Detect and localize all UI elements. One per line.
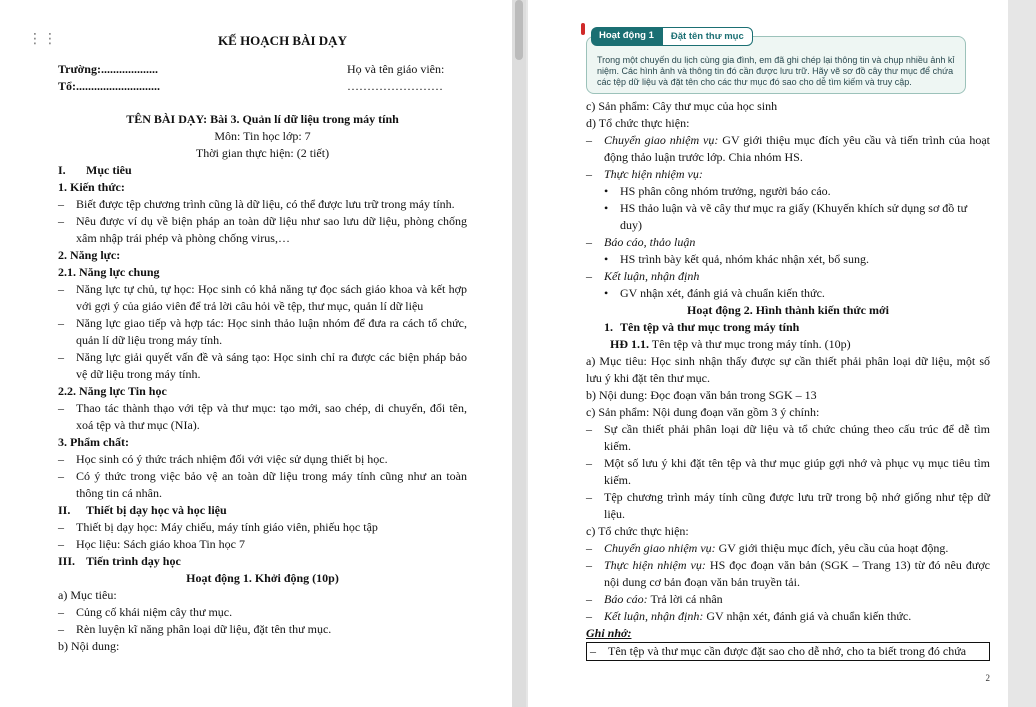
list-item-text: Rèn luyện kĩ năng phân loại dữ liệu, đặt tên thư mục. xyxy=(76,622,332,636)
subheading: 1. Kiến thức: xyxy=(58,180,125,194)
dash-marker: – xyxy=(58,605,64,619)
scrollbar-thumb[interactable] xyxy=(515,0,523,60)
duration-line: Thời gian thực hiện: (2 tiết) xyxy=(195,146,330,160)
activity-subheading-label: HĐ 1.1. xyxy=(610,337,649,351)
list-item xyxy=(58,604,467,621)
list-item-detail: HS đọc đoạn văn bản (SGK – Trang 13) từ đó nêu được nội dung cơ bản đoạn văn bản truyền tải. xyxy=(604,558,991,589)
list-item-text: Tệp chương trình máy tính cũng được lưu trữ trong bộ nhớ giống như tệp dữ liệu. xyxy=(604,490,990,521)
dash-marker: – xyxy=(586,235,592,249)
activity-subheading-text: Tên tệp và thư mục trong máy tính. (10p) xyxy=(649,337,851,351)
list-item-text: Có ý thức trong việc bảo vệ an toàn dữ liệu trong máy tính cũng như an toàn thông tin cá nhân. xyxy=(76,469,467,500)
dash-marker: – xyxy=(586,558,592,572)
list-item-label: Báo cáo: xyxy=(604,592,648,606)
dash-marker: – xyxy=(586,133,592,147)
subsection-heading-text: Tên tệp và thư mục trong máy tính xyxy=(620,320,800,334)
list-item-text: Năng lực tự chủ, tự học: Học sinh có khả năng tự đọc sách giáo khoa và kết hợp với gợi ý của giáo viên để trả lời câu hỏi về tệp, thư mục, quản lí dữ liệu xyxy=(76,282,467,313)
list-item-text: Thiết bị dạy học: Máy chiếu, máy tính giáo viên, phiếu học tập xyxy=(76,520,378,534)
bullet-item xyxy=(586,251,990,268)
page-1 xyxy=(0,0,515,707)
list-item xyxy=(586,132,990,166)
list-item-label: Chuyển giao nhiệm vụ: xyxy=(604,541,716,555)
list-item xyxy=(586,421,990,455)
list-item xyxy=(58,468,467,502)
section-heading-text: Tiến trình dạy học xyxy=(86,554,181,568)
dash-marker: – xyxy=(58,316,64,330)
subheading: 2.1. Năng lực chung xyxy=(58,265,160,279)
list-item xyxy=(586,268,990,285)
list-item xyxy=(58,621,467,638)
bullet-item-text: GV nhận xét, đánh giá và chuẩn kiến thức. xyxy=(620,286,825,300)
list-item-detail: GV nhận xét, đánh giá và chuẩn kiến thức. xyxy=(703,609,912,623)
list-item xyxy=(58,281,467,315)
list-item-text: Thao tác thành thạo với tệp và thư mục: tạo mới, sao chép, di chuyển, đổi tên, xoá tệp và thư mục (NIa). xyxy=(76,401,467,432)
section-number: II. xyxy=(58,503,71,517)
group-field: Tổ:............................ xyxy=(58,79,160,93)
list-item xyxy=(58,400,467,434)
section-number: I. xyxy=(58,163,66,177)
bullet-icon: • xyxy=(604,286,609,300)
section-heading-text: Thiết bị dạy học và học liệu xyxy=(86,503,227,517)
list-item xyxy=(58,536,467,553)
dash-marker: – xyxy=(58,401,64,415)
list-item-text: Báo cáo, thảo luận xyxy=(604,235,696,249)
list-item xyxy=(586,608,990,625)
list-item-text: Một số lưu ý khi đặt tên tệp và thư mục giúp gợi nhớ và phục vụ mục tiêu tìm kiếm. xyxy=(604,456,990,487)
section-heading xyxy=(58,553,467,570)
list-item-text xyxy=(604,608,990,625)
list-item-text: Kết luận, nhận định xyxy=(604,269,700,283)
page-2 xyxy=(528,0,1008,707)
list-item xyxy=(58,213,467,247)
list-item-text: Thực hiện nhiệm vụ: xyxy=(604,167,703,181)
activity-heading: Hoạt động 1. Khởi động (10p) xyxy=(186,571,339,585)
list-item-text: Nêu được ví dụ về biện pháp an toàn dữ liệu như sao lưu dữ liệu, phòng chống xâm nhập trái phép và phòng chống virus,… xyxy=(76,214,467,245)
dash-marker: – xyxy=(58,197,64,211)
paragraph: c) Sản phẩm: Nội dung đoạn văn gồm 3 ý chính: xyxy=(586,405,820,419)
page-number: 2 xyxy=(985,673,990,683)
list-item xyxy=(586,557,990,591)
paragraph: c) Tổ chức thực hiện: xyxy=(586,524,689,538)
document-title: KẾ HOẠCH BÀI DẠY xyxy=(218,33,347,48)
dash-marker: – xyxy=(58,469,64,483)
callout-tab-activity: Hoạt động 1 xyxy=(591,27,662,46)
activity-heading: Hoạt động 2. Hình thành kiến thức mới xyxy=(687,303,889,317)
callout-tabs xyxy=(591,27,753,46)
list-item xyxy=(586,234,990,251)
note-box xyxy=(586,642,990,661)
dash-marker: – xyxy=(58,350,64,364)
list-item-label: Chuyển giao nhiệm vụ: xyxy=(604,133,719,147)
subheading: 3. Phẩm chất: xyxy=(58,435,129,449)
page-2-body xyxy=(586,98,990,661)
bullet-icon: • xyxy=(604,201,609,215)
school-field: Trường:................... xyxy=(58,62,158,76)
list-item-label: Thực hiện nhiệm vụ: xyxy=(604,558,706,572)
dash-marker: – xyxy=(58,214,64,228)
list-item xyxy=(58,196,467,213)
list-item-text: Học sinh có ý thức trách nhiệm đối với việc sử dụng thiết bị học. xyxy=(76,452,388,466)
bullet-icon: • xyxy=(604,252,609,266)
dash-marker: – xyxy=(590,644,596,658)
header-row-2 xyxy=(58,78,467,95)
subheading: 2.2. Năng lực Tin học xyxy=(58,384,167,398)
section-heading xyxy=(58,162,467,179)
section-heading-text: Mục tiêu xyxy=(86,163,132,177)
list-item xyxy=(58,315,467,349)
dash-marker: – xyxy=(586,167,592,181)
list-item xyxy=(58,519,467,536)
list-item-detail: GV giới thiệu mục đích yêu cầu và tiến trình của hoạt động thảo luận trước lớp. Chia nhóm HS. xyxy=(604,133,991,164)
list-item xyxy=(586,591,990,608)
list-item-text: Biết được tệp chương trình cũng là dữ liệu, có thể được lưu trữ trong máy tính. xyxy=(76,197,455,211)
subsection-heading xyxy=(586,319,990,336)
lesson-title: TÊN BÀI DẠY: Bài 3. Quản lí dữ liệu trong máy tính xyxy=(126,112,399,126)
dash-marker: – xyxy=(586,269,592,283)
dash-marker: – xyxy=(58,282,64,296)
bullet-item-text: HS trình bày kết quả, nhóm khác nhận xét, bổ sung. xyxy=(620,252,869,266)
list-item-detail: Trả lời cá nhân xyxy=(647,592,723,606)
dash-marker: – xyxy=(586,541,592,555)
teacher-field: Họ và tên giáo viên: xyxy=(347,62,445,76)
callout-marker-icon xyxy=(581,23,585,35)
dash-marker: – xyxy=(58,452,64,466)
list-item-text: Sự cần thiết phải phân loại dữ liệu và tổ chức chúng theo cấu trúc để dễ tìm kiếm. xyxy=(604,422,990,453)
dash-marker: – xyxy=(586,490,592,504)
list-item xyxy=(586,489,990,523)
dash-marker: – xyxy=(586,456,592,470)
callout-tab-title: Đặt tên thư mục xyxy=(662,27,753,46)
list-item-text: Năng lực giao tiếp và hợp tác: Học sinh thảo luận nhóm để đưa ra cách tổ chức, quản lí dữ liệu trong máy tính. xyxy=(76,316,467,347)
note-box-text: Tên tệp và thư mục cần được đặt sao cho dễ nhớ, cho ta biết trong đó chứa xyxy=(608,644,967,658)
page-gap-scrollbar[interactable] xyxy=(512,0,526,707)
section-number: III. xyxy=(58,554,76,568)
subject-line: Môn: Tin học lớp: 7 xyxy=(214,129,311,143)
list-item-text xyxy=(604,557,990,591)
dash-marker: – xyxy=(58,520,64,534)
paragraph: b) Nội dung: Đọc đoạn văn bản trong SGK – 13 xyxy=(586,388,817,402)
dash-marker: – xyxy=(586,422,592,436)
list-item-text: Củng cố khái niệm cây thư mục. xyxy=(76,605,233,619)
list-item xyxy=(586,166,990,183)
list-item-text xyxy=(604,132,990,166)
drag-handle-icon[interactable]: ⋮⋮ xyxy=(28,31,58,47)
dash-marker: – xyxy=(586,609,592,623)
activity-subheading xyxy=(586,336,990,353)
note-heading: Ghi nhớ: xyxy=(586,626,632,640)
section-heading xyxy=(58,502,467,519)
list-item xyxy=(586,540,990,557)
dash-marker: – xyxy=(586,592,592,606)
bullet-item-text: HS thảo luận và vẽ cây thư mục ra giấy (Khuyến khích sử dụng sơ đồ tư duy) xyxy=(620,201,968,232)
dash-marker: – xyxy=(58,622,64,636)
list-item xyxy=(586,455,990,489)
paragraph: b) Nội dung: xyxy=(58,639,120,653)
callout-text: Trong một chuyến du lịch cùng gia đình, em đã ghi chép lại thông tin và chụp nhiều ảnh kỉ niệm. Các hình ảnh và thông tin đó cần được lưu trữ. Hãy vẽ sơ đồ cây thư mục để chứa các tệp dữ liệu và đặt tên cho các thư mục đó sao cho dễ tìm kiếm và truy cập. xyxy=(597,55,955,87)
bullet-item xyxy=(586,200,990,234)
activity-callout xyxy=(586,30,966,94)
bullet-icon: • xyxy=(604,184,609,198)
teacher-dots: …………………… xyxy=(347,79,443,93)
list-item-text xyxy=(604,591,990,608)
list-item-text: Học liệu: Sách giáo khoa Tin học 7 xyxy=(76,537,245,551)
page-1-body xyxy=(58,162,467,655)
bullet-item xyxy=(586,285,990,302)
list-item-label: Kết luận, nhận định: xyxy=(604,609,704,623)
header-row-1 xyxy=(58,61,467,78)
list-item xyxy=(58,451,467,468)
list-item-text: Năng lực giải quyết vấn đề và sáng tạo: Học sinh chỉ ra được các biện pháp bảo vệ dữ liệu trong máy tính. xyxy=(76,350,467,381)
bullet-item-text: HS phân công nhóm trưởng, người báo cáo. xyxy=(620,184,831,198)
list-item xyxy=(58,349,467,383)
list-item-detail: GV giới thiệu mục đích, yêu cầu của hoạt động. xyxy=(715,541,949,555)
paragraph: a) Mục tiêu: xyxy=(58,588,117,602)
paragraph: a) Mục tiêu: Học sinh nhận thấy được sự cần thiết phải phân loại dữ liệu, một số lưu ý khi đặt tên thư mục. xyxy=(586,354,990,385)
bullet-item xyxy=(586,183,990,200)
list-item-text xyxy=(604,540,990,557)
paragraph: c) Sản phẩm: Cây thư mục của học sinh xyxy=(586,99,778,113)
subheading: 2. Năng lực: xyxy=(58,248,121,262)
paragraph: d) Tổ chức thực hiện: xyxy=(586,116,690,130)
subsection-number: 1. xyxy=(604,320,613,334)
dash-marker: – xyxy=(58,537,64,551)
